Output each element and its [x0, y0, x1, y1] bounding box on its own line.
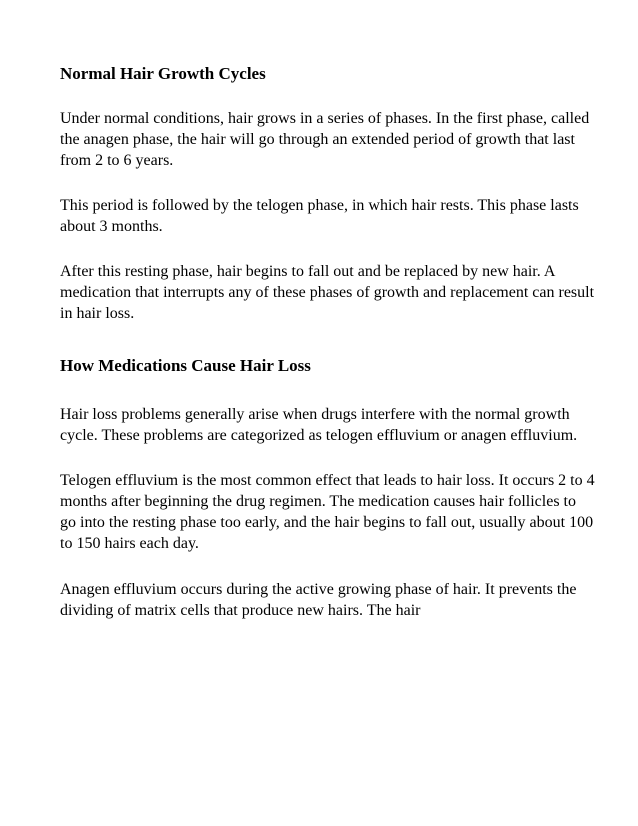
- paragraph-anagen-effluvium: Anagen effluvium occurs during the active growing phase of hair. It prevents the dividing of matrix cells that produce new hairs. The hair: [60, 581, 577, 619]
- document-page: [60, 60, 595, 645]
- paragraph-telogen-effluvium: Telogen effluvium is the most common effect that leads to hair loss. It occurs 2 to 4 months after beginning the drug regimen. The medication causes hair follicles to go into the resting phase too early, and the hair begins to fall out, usually about 100 to 150 hairs each day.: [60, 472, 595, 552]
- paragraph-anagen-phase: Under normal conditions, hair grows in a series of phases. In the first phase, called the anagen phase, the hair will go through an extended period of growth that last from 2 to 6 years.: [60, 110, 590, 169]
- paragraph-hair-loss-problems: Hair loss problems generally arise when drugs interfere with the normal growth cycle. These problems are categorized as telogen effluvium or anagen effluvium.: [60, 406, 578, 444]
- section-heading-normal-hair-growth: Normal Hair Growth Cycles: [60, 64, 266, 83]
- paragraph-resting-phase: After this resting phase, hair begins to fall out and be replaced by new hair. A medication that interrupts any of these phases of growth and replacement can result in hair loss.: [60, 263, 595, 322]
- section-heading-medications-hair-loss: How Medications Cause Hair Loss: [60, 356, 311, 375]
- paragraph-telogen-phase: This period is followed by the telogen phase, in which hair rests. This phase lasts about 3 months.: [60, 197, 579, 235]
